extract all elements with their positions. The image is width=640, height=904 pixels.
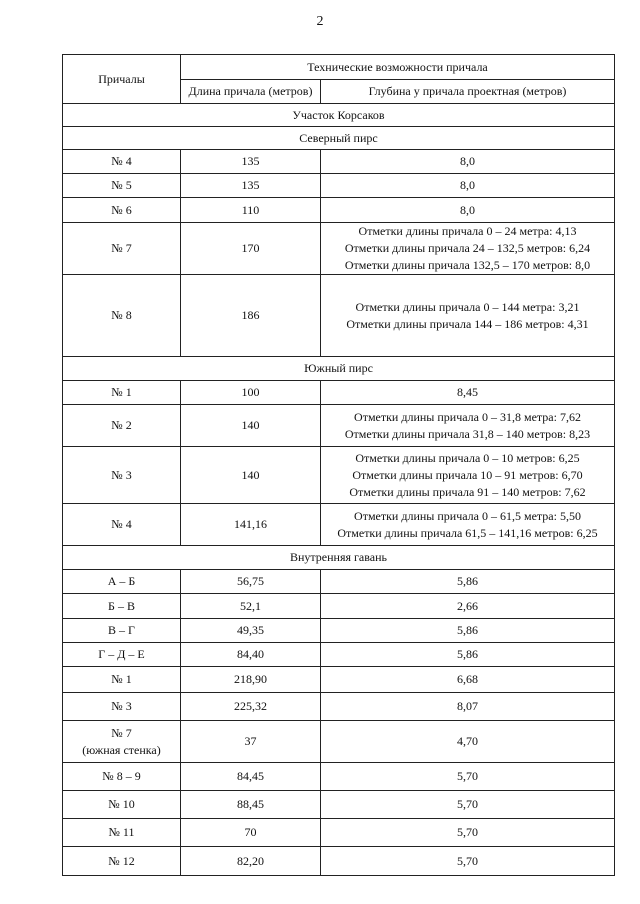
table-row	[63, 619, 615, 643]
depth-cell: 5,86	[321, 619, 615, 643]
table-row	[63, 643, 615, 667]
length-cell: 37	[181, 721, 321, 763]
berth-cell: № 11	[63, 819, 181, 847]
depth-cell: 4,70	[321, 721, 615, 763]
depth-line: Отметки длины причала 132,5 – 170 метров: 8,0	[344, 258, 591, 272]
header-berths: Причалы	[63, 55, 181, 104]
depth-line: Отметки длины причала 0 – 10 метров: 6,25	[355, 450, 580, 465]
berth-cell: № 4	[63, 504, 181, 546]
page-number: 2	[316, 14, 324, 29]
table-row	[63, 198, 615, 223]
header-length: Длина причала (метров)	[181, 80, 321, 104]
table-row	[63, 570, 615, 594]
depth-line: Отметки длины причала 0 – 31,8 метра: 7,62	[354, 409, 581, 424]
table-row	[63, 381, 615, 405]
length-cell: 84,40	[181, 643, 321, 667]
berth-cell: № 2	[63, 405, 181, 447]
length-cell: 225,32	[181, 693, 321, 721]
berth-cell: № 3	[63, 447, 181, 504]
length-cell: 84,45	[181, 763, 321, 791]
length-cell: 70	[181, 819, 321, 847]
berth-cell: № 10	[63, 791, 181, 819]
depth-line: Отметки длины причала 0 – 144 метра: 3,21	[355, 299, 580, 314]
depth-cell	[321, 405, 615, 447]
table-row	[63, 721, 615, 763]
length-cell: 110	[181, 198, 321, 223]
berth-cell: № 5	[63, 174, 181, 198]
depth-line: Отметки длины причала 0 – 61,5 метра: 5,50	[354, 508, 581, 523]
header-capabilities: Технические возможности причала	[181, 55, 615, 80]
depth-line: Отметки длины причала 61,5 – 141,16 метров: 6,25	[337, 525, 598, 540]
berth-cell	[63, 721, 181, 763]
length-cell: 56,75	[181, 570, 321, 594]
depth-cell: 5,70	[321, 847, 615, 876]
depth-cell	[321, 447, 615, 504]
berth-cell: № 7	[63, 223, 181, 275]
depth-cell: 6,68	[321, 667, 615, 693]
berth-cell: № 1	[63, 667, 181, 693]
header-depth: Глубина у причала проектная (метров)	[321, 80, 615, 104]
length-cell: 52,1	[181, 594, 321, 619]
table-row	[63, 594, 615, 619]
table-row	[63, 275, 615, 357]
depth-line: Отметки длины причала 144 – 186 метров: 4,31	[346, 316, 589, 331]
depth-cell: 8,07	[321, 693, 615, 721]
table-row	[63, 174, 615, 198]
table-row	[63, 405, 615, 447]
length-cell: 82,20	[181, 847, 321, 876]
length-cell: 186	[181, 275, 321, 357]
depth-cell: 2,66	[321, 594, 615, 619]
depth-line: Отметки длины причала 0 – 24 метра: 4,13	[358, 224, 577, 238]
berth-cell: А – Б	[63, 570, 181, 594]
table-row	[63, 667, 615, 693]
berth-cell: Г – Д – Е	[63, 643, 181, 667]
group-title: Северный пирс	[63, 127, 615, 150]
group-title: Внутренняя гавань	[63, 546, 615, 570]
length-cell: 49,35	[181, 619, 321, 643]
table-row	[63, 223, 615, 275]
depth-cell: 8,0	[321, 198, 615, 223]
length-cell: 218,90	[181, 667, 321, 693]
length-cell: 135	[181, 174, 321, 198]
depth-line: Отметки длины причала 10 – 91 метров: 6,70	[352, 467, 583, 482]
depth-cell	[321, 275, 615, 357]
depth-cell: 8,0	[321, 174, 615, 198]
length-cell: 170	[181, 223, 321, 275]
berth-line: № 7	[111, 725, 132, 740]
group-title: Южный пирс	[63, 357, 615, 381]
table-row	[63, 791, 615, 819]
depth-line: Отметки длины причала 24 – 132,5 метров: 6,24	[344, 241, 591, 255]
table-row	[63, 693, 615, 721]
berth-line: (южная стенка)	[82, 742, 161, 757]
length-cell: 100	[181, 381, 321, 405]
depth-cell: 5,86	[321, 643, 615, 667]
depth-cell	[321, 504, 615, 546]
berths-table	[62, 54, 615, 876]
depth-cell: 5,86	[321, 570, 615, 594]
length-cell: 141,16	[181, 504, 321, 546]
berth-cell: № 1	[63, 381, 181, 405]
table-row	[63, 447, 615, 504]
depth-cell: 5,70	[321, 763, 615, 791]
depth-line: Отметки длины причала 91 – 140 метров: 7,62	[349, 484, 586, 499]
table-row	[63, 847, 615, 876]
table-row	[63, 819, 615, 847]
length-cell: 140	[181, 447, 321, 504]
length-cell: 135	[181, 150, 321, 174]
berth-cell: № 8	[63, 275, 181, 357]
berth-cell: В – Г	[63, 619, 181, 643]
berth-cell: № 12	[63, 847, 181, 876]
length-cell: 88,45	[181, 791, 321, 819]
table-row	[63, 504, 615, 546]
table-row	[63, 150, 615, 174]
berth-cell: № 3	[63, 693, 181, 721]
depth-cell: 8,0	[321, 150, 615, 174]
depth-line: Отметки длины причала 31,8 – 140 метров: 8,23	[344, 426, 591, 441]
length-cell: 140	[181, 405, 321, 447]
depth-cell	[321, 223, 615, 275]
berth-cell: Б – В	[63, 594, 181, 619]
berth-cell: № 6	[63, 198, 181, 223]
section-title: Участок Корсаков	[63, 104, 615, 127]
depth-cell: 5,70	[321, 819, 615, 847]
table-row	[63, 763, 615, 791]
berth-cell: № 4	[63, 150, 181, 174]
depth-cell: 8,45	[321, 381, 615, 405]
berth-cell: № 8 – 9	[63, 763, 181, 791]
depth-cell: 5,70	[321, 791, 615, 819]
